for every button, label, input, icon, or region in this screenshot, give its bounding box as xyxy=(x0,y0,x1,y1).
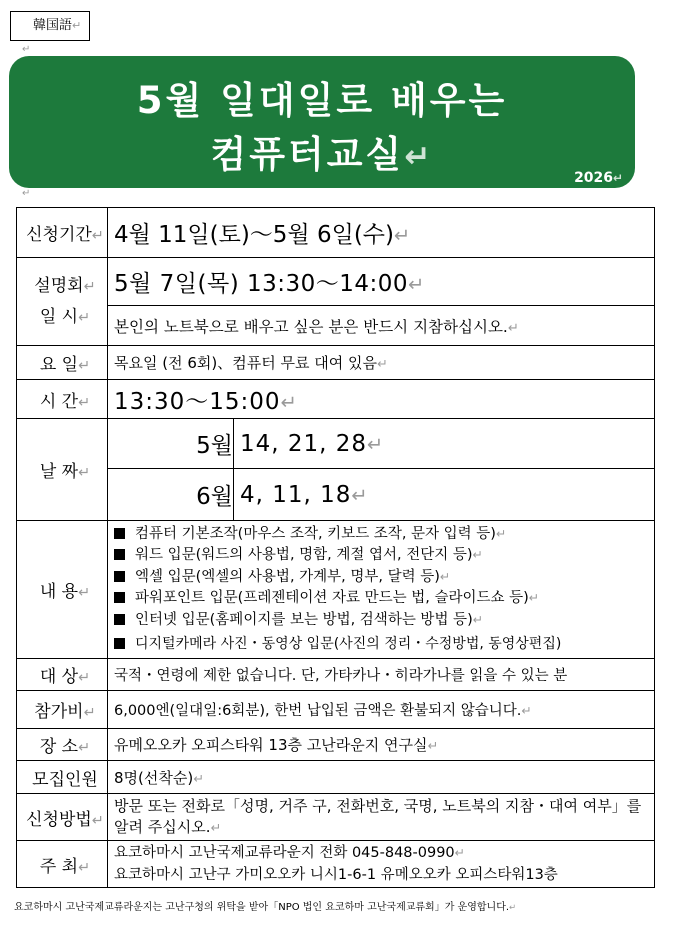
row-briefing-note xyxy=(17,306,655,346)
days-may: 14, 21, 28↵ xyxy=(234,419,655,469)
days-june: 4, 11, 18↵ xyxy=(234,469,655,521)
value-capacity: 8명(선착순)↵ xyxy=(108,761,655,794)
paragraph-mark: ↵ xyxy=(22,44,31,55)
row-fee xyxy=(17,691,655,729)
value-fee: 6,000엔(일대일:6회분), 한번 납입된 금액은 환불되지 않습니다.↵ xyxy=(108,691,655,729)
title-line-1: 5월 일대일로 배우는 xyxy=(136,79,508,122)
row-briefing xyxy=(17,258,655,306)
row-organizer xyxy=(17,841,655,888)
bullet-square-icon xyxy=(114,528,125,539)
label-time: 시 간↵ xyxy=(17,380,108,419)
value-place: 유메오오카 오피스타워 13층 고난라운지 연구실↵ xyxy=(108,729,655,761)
value-briefing-time: 5월 7일(목) 13:30～14:00↵ xyxy=(108,258,655,306)
label-target: 대 상↵ xyxy=(17,659,108,691)
info-table xyxy=(16,207,655,888)
value-organizer xyxy=(108,841,655,888)
language-tag: 韓国語↵ xyxy=(10,11,90,41)
row-dates-may xyxy=(17,419,655,469)
organizer-phone: 요코하마시 고난국제교류라운지 전화 045-848-0990↵ xyxy=(114,845,465,861)
list-item: 인터넷 입문(홈페이지를 보는 방법, 검색하는 방법 등)↵ xyxy=(114,610,654,632)
label-organizer: 주 최↵ xyxy=(17,841,108,888)
row-dates-june xyxy=(17,469,655,521)
row-apply xyxy=(17,794,655,841)
title-banner xyxy=(9,56,635,188)
label-briefing: 설명회↵ 일 시↵ xyxy=(17,258,108,346)
row-application-period xyxy=(17,208,655,258)
bullet-square-icon xyxy=(114,638,125,649)
footer-note: 요코하마시 고난국제교류라운지는 고난구청의 위탁을 받아「NPO 법인 요코하마 고난국제교류회」가 운영합니다.↵ xyxy=(14,902,517,913)
label-apply: 신청방법↵ xyxy=(17,794,108,841)
value-application-period: 4월 11일(토)～5월 6일(수)↵ xyxy=(108,208,655,258)
year-label: 2026↵ xyxy=(574,170,623,186)
value-briefing-note: 본인의 노트북으로 배우고 싶은 분은 반드시 지참하십시오.↵ xyxy=(108,306,655,346)
row-content xyxy=(17,521,655,659)
organizer-address: 요코하마시 고난구 가미오오카 니시1-6-1 유메오오카 오피스타워13층 xyxy=(114,867,558,883)
list-item: 워드 입문(워드의 사용법, 명함, 계절 엽서, 전단지 등)↵ xyxy=(114,545,654,567)
row-capacity xyxy=(17,761,655,794)
bullet-square-icon xyxy=(114,592,125,603)
value-weekday: 목요일 (전 6회)、컴퓨터 무료 대여 있음↵ xyxy=(108,346,655,380)
bullet-square-icon xyxy=(114,571,125,582)
list-item: 디지털카메라 사진・동영상 입문(사진의 정리・수정방법, 동영상편집) xyxy=(114,634,654,656)
row-target xyxy=(17,659,655,691)
label-place: 장 소↵ xyxy=(17,729,108,761)
value-time: 13:30～15:00↵ xyxy=(108,380,655,419)
bullet-square-icon xyxy=(114,614,125,625)
month-may: 5월 xyxy=(108,419,234,469)
label-content: 내 용↵ xyxy=(17,521,108,659)
value-apply: 방문 또는 전화로「성명, 거주 구, 전화번호, 국명, 노트북의 지참・대여 여부」를 알려 주십시오.↵ xyxy=(108,794,655,841)
list-item: 파워포인트 입문(프레젠테이션 자료 만드는 법, 슬라이드쇼 등)↵ xyxy=(114,588,654,610)
row-time xyxy=(17,380,655,419)
row-weekday xyxy=(17,346,655,380)
label-dates: 날 짜↵ xyxy=(17,419,108,521)
list-item: 엑셀 입문(엑셀의 사용법, 가계부, 명부, 달력 등)↵ xyxy=(114,567,654,589)
title-line-2: 컴퓨터교실↵ xyxy=(210,133,434,176)
list-item: 컴퓨터 기본조작(마우스 조작, 키보드 조작, 문자 입력 등)↵ xyxy=(114,524,654,546)
label-weekday: 요 일↵ xyxy=(17,346,108,380)
bullet-square-icon xyxy=(114,549,125,560)
label-fee: 참가비↵ xyxy=(17,691,108,729)
paragraph-mark: ↵ xyxy=(22,188,31,199)
value-target: 국적・연령에 제한 없습니다. 단, 가타카나・히라가나를 읽을 수 있는 분 xyxy=(108,659,655,691)
label-application-period: 신청기간↵ xyxy=(17,208,108,258)
content-list xyxy=(108,521,655,659)
label-capacity: 모집인원 xyxy=(17,761,108,794)
row-place xyxy=(17,729,655,761)
month-june: 6월 xyxy=(108,469,234,521)
